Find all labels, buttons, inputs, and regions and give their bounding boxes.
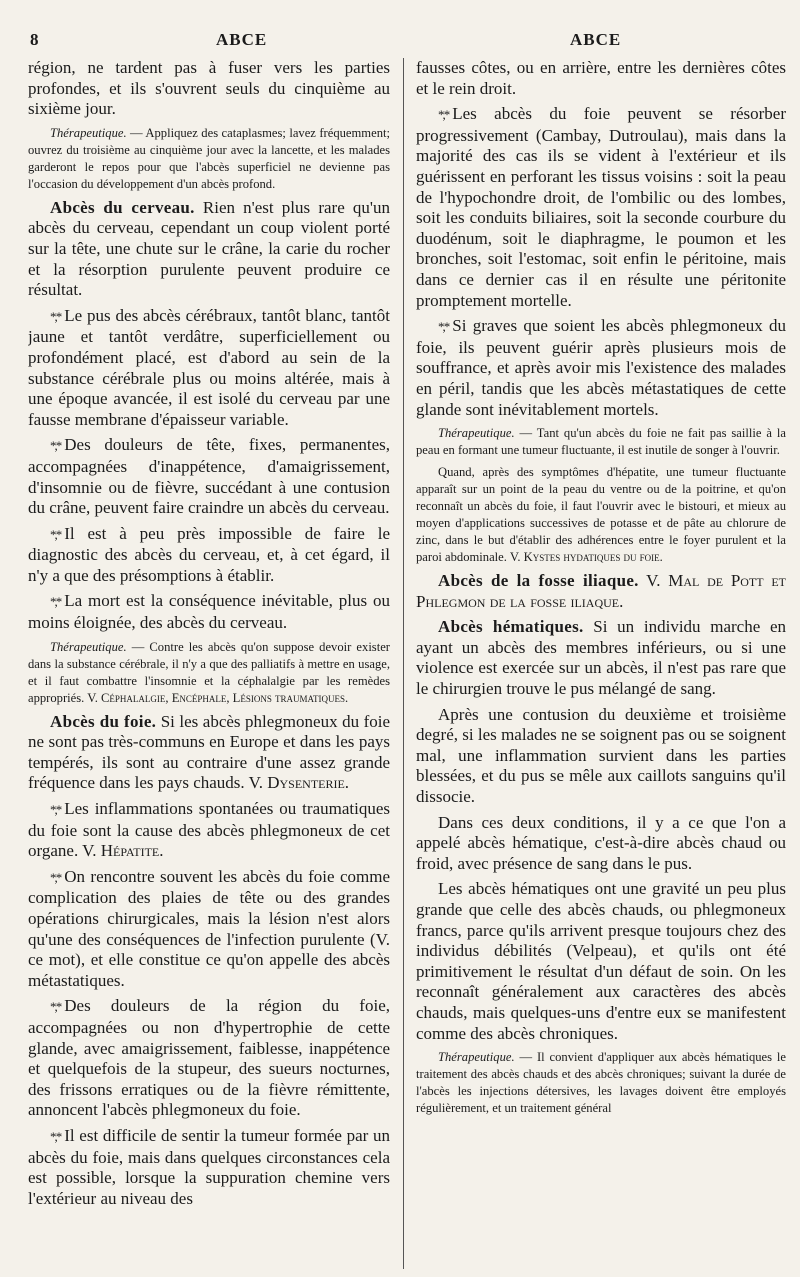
cross-reference: Kystes hydatiques du foie. [523, 550, 663, 565]
page-number: 8 [30, 30, 40, 49]
paragraph-text: fausses côtes, ou en arrière, entre les dernières côtes et le rein droit. [416, 58, 786, 98]
section-heading: Abcès de la fosse iliaque. [438, 571, 639, 591]
paragraph [28, 591, 390, 633]
paragraph-text: Après une contusion du deuxième et troisième degré, si les malades ne se soignent pas ou se soignent mal, une inflammation survient dans les parties blessées, et du pus se mêle aux caillots sanguins qu'il dissocie. [416, 704, 786, 807]
running-title-left: ABCE [216, 30, 268, 49]
paragraph [416, 104, 786, 311]
paragraph [416, 464, 786, 566]
paragraph-text: Si graves que soient les abcès phlegmoneux du foie, ils peuvent guérir après plusieurs mois de souffrance, et après avoir mis l'existence des malades en péril, tandis que les abcès métastatiques de cette glande sont inévitablement mortels. [416, 316, 786, 419]
paragraph-text: Il est difficile de sentir la tumeur formée par un abcès du foie, mais dans quelques circonstances cela est possible, lorsque la suppuration chemine vers l'extérieur au niveau des [28, 1125, 390, 1208]
therapeutique-label: Thérapeutique. [438, 426, 515, 441]
asterism-mark: *,* [50, 438, 61, 454]
paragraph-text: — Il convient d'appliquer aux abcès hématiques le traitement des abcès chauds et des abcès chroniques; suivant la durée de l'abcès les injections détersives, les lavages doivent être employés régulièrement, et un traitement général [416, 1050, 786, 1116]
asterism-mark: *,* [438, 319, 449, 335]
paragraph-text: Le pus des abcès cérébraux, tantôt blanc, tantôt jaune et tantôt verdâtre, superficiellement ou profondément placé, est d'abord au sein de la substance cérébrale plus ou moins altérée, mais à une époque avancée, il est isolé du cerveau par une fausse membrane d'épaisseur variable. [28, 305, 390, 429]
paragraph-text: — Appliquez des cataplasmes; lavez fréquemment; ouvrez du troisième au cinquième jour avec la lancette, et les malades garderont le repos pour que l'abcès superficiel ne devienne pas l'occasion du développement d'un abcès profond. [28, 125, 390, 191]
paragraph [416, 1049, 786, 1117]
section-heading: Abcès du foie. [50, 711, 157, 731]
cross-reference: Mal de Pott et Phlegmon de la fosse iliaque. [416, 571, 786, 611]
paragraph-text: Rien n'est plus rare qu'un abcès du cerveau, cependant un coup violent porté sur la tête, une chute sur le crâne, la carie du rocher et la résorption purulente peuvent produire ce résultat. [28, 197, 390, 300]
paragraph-text: Dans ces deux conditions, il y a ce que l'on a appelé abcès hématique, c'est-à-dire abcès chaud ou froid, avec présence de sang dans le pus. [416, 812, 786, 873]
asterism-mark: *,* [438, 107, 449, 123]
paragraph-text: Si un individu marche en ayant un abcès des membres inférieurs, ou si une violence est exercée sur un abcès, il n'est pas rare que le chirurgien trouve le pus mélangé de sang. [416, 617, 786, 699]
paragraph-text: La mort est la conséquence inévitable, plus ou moins éloignée, des abcès du cerveau. [28, 591, 390, 633]
paragraph [28, 306, 390, 431]
paragraph-text: Quand, après des symptômes d'hépatite, une tumeur fluctuante apparaît sur un point de la peau du ventre ou de la poitrine, et qu'on reconnaît un abcès du foie, il faut l'ouvrir avec le bistouri, et mieux au moyen d'applications successives de potasse et de pâte au chlorure de zinc, dans le but d'établir des adhérences entre le foyer purulent et la paroi abdominale. V. [416, 465, 786, 565]
cross-reference: Hépatite. [100, 841, 164, 861]
asterism-mark: *,* [50, 526, 61, 542]
paragraph [416, 425, 786, 459]
paragraph-text: Les abcès hématiques ont une gravité un peu plus grande que celle des abcès chauds, ou phlegmoneux francs, parce qu'ils arrivent presque toujours chez des individus débilités (Velpeau), et qu'ils ont été primitivement le résultat d'un défaut de soin. On les reconnaît généralement aux caractères des abcès chauds, mais quelques-uns d'entre eux se manifestent comme des abcès chroniques. [416, 879, 786, 1043]
paragraph [28, 198, 390, 301]
column-divider [403, 58, 404, 1269]
paragraph-text: région, ne tardent pas à fuser vers les parties profondes, et ils s'ouvrent seuls du cinquième au sixième jour. [28, 58, 390, 119]
section-heading: Abcès du cerveau. [50, 197, 195, 217]
paragraph [416, 58, 786, 99]
paragraph [28, 435, 390, 518]
paragraph-text: Les abcès du foie peuvent se résorber progressivement (Cambay, Dutroulau), mais dans la majorité des cas ils se vident à l'extérieur et ils guérissent en perforant les tissus voisins : soit la peau de l'hypochondre droit, de l'ombilic ou des lombes, soit les conduits biliaires, soit la seconde courbure du duodénum, soit le diaphragme, le poumon et les bronches, soit l'estomac, soit enfin le péritoine, mais dans ce dernier cas il en résulte une péritonite promptement mortelle. [416, 104, 786, 310]
paragraph [28, 125, 390, 193]
paragraph [28, 867, 390, 992]
running-header [28, 30, 782, 54]
paragraph-text: Les inflammations spontanées ou traumatiques du foie sont la cause des abcès phlegmoneux de cet organe. V. [28, 799, 390, 861]
paragraph [28, 58, 390, 120]
paragraph [416, 813, 786, 875]
paragraph-text: Si les abcès phlegmoneux du foie ne sont pas très-communs en Europe et dans les pays tempérés, ils sont au contraire d'une assez grande fréquence dans les pays chauds. V. [28, 711, 390, 793]
paragraph [28, 712, 390, 794]
section-heading: Abcès hématiques. [438, 617, 584, 637]
paragraph-text: Des douleurs de tête, fixes, permanentes, accompagnées d'inappétence, d'amaigrissement, d'insomnie ou de fièvre, succédant à une contusion du crâne, peuvent faire craindre un abcès du cerveau. [28, 435, 390, 518]
right-column [416, 58, 786, 1269]
paragraph [28, 639, 390, 707]
paragraph-text: Des douleurs de la région du foie, accompagnées ou non d'hypertrophie de cette glande, avec amaigrissement, faiblesse, inappétence et quelquefois de la stupeur, des sueurs nocturnes, des frissons erratiques ou de la fièvre rémittente, annoncent l'abcès phlegmoneux du foie. [28, 996, 390, 1120]
paragraph [416, 571, 786, 612]
paragraph [416, 316, 786, 420]
paragraph-text: — Contre les abcès qu'on suppose devoir exister dans la substance cérébrale, il n'y a que des palliatifs à mettre en usage, et il faut combattre l'insomnie et la céphalalgie par les remèdes appropriés. V. [28, 639, 390, 705]
paragraph-text: On rencontre souvent les abcès du foie comme complication des plaies de tête ou des grandes opérations chirurgicales, mais la lésion n'est alors qu'une des conséquences de l'infection purulente (V. ce mot), et elle constitue ce qu'on appelle des abcès métastatiques. [28, 866, 390, 990]
running-title-right: ABCE [570, 30, 622, 49]
asterism-mark: *,* [50, 308, 61, 324]
paragraph [28, 799, 390, 862]
cross-reference: Céphalalgie, Encéphale, Lésions traumatiques. [101, 690, 349, 705]
asterism-mark: *,* [50, 802, 61, 818]
asterism-mark: *,* [50, 999, 61, 1015]
therapeutique-label: Thérapeutique. [50, 125, 127, 140]
paragraph [28, 996, 390, 1121]
asterism-mark: *,* [50, 1128, 61, 1144]
left-column [28, 58, 390, 1269]
therapeutique-label: Thérapeutique. [50, 639, 127, 654]
paragraph-text: — Tant qu'un abcès du foie ne fait pas saillie à la peau en formant une tumeur fluctuante, il est inutile de songer à l'ouvrir. [416, 426, 786, 458]
asterism-mark: *,* [50, 869, 61, 885]
paragraph [416, 617, 786, 699]
therapeutique-label: Thérapeutique. [438, 1050, 515, 1065]
cross-reference: Dysenterie. [267, 773, 350, 793]
paragraph [28, 1126, 390, 1209]
paragraph-text: Il est à peu près impossible de faire le diagnostic des abcès du cerveau, et, à cet égard, il n'y a que des présomptions à établir. [28, 523, 390, 585]
paragraph [28, 524, 390, 587]
paragraph [416, 705, 786, 808]
asterism-mark: *,* [50, 594, 61, 610]
paragraph-text: V. [638, 571, 669, 591]
paragraph [416, 879, 786, 1044]
